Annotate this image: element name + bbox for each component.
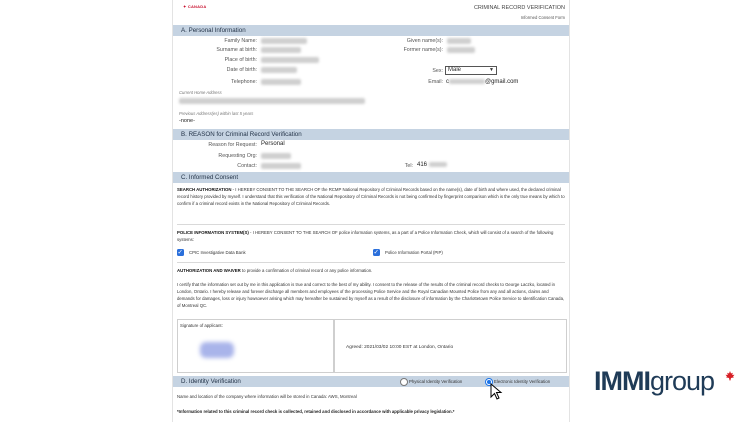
consent-form (172, 0, 570, 422)
sex-selected-value: Male (448, 67, 462, 73)
contact-label: Contact: (237, 163, 257, 169)
current-address-value (179, 98, 365, 104)
reason-value: Personal (261, 141, 285, 147)
given-names-label: Given name(s): (406, 38, 443, 44)
sex-select[interactable] (445, 66, 497, 75)
cpic-checkbox[interactable] (177, 249, 184, 256)
org-logo (183, 4, 206, 9)
authorization-waiver-body: to provide a confirmation of criminal record or any police information. (240, 268, 373, 273)
section-heading: D. Identity Verification (181, 378, 241, 385)
pip-checkbox[interactable] (373, 249, 380, 256)
email-label: Email: (428, 79, 443, 85)
brand-part2: group (650, 366, 715, 396)
email-suffix: @gmail.com (485, 79, 519, 85)
tel-number: 416 (417, 162, 428, 168)
dob-label: Date of birth: (226, 67, 257, 73)
email-redacted (449, 79, 485, 84)
email-prefix: c (446, 79, 449, 85)
pip-label: Police Information Portal (PIP) (385, 250, 443, 255)
former-names-label: Former name(s): (403, 47, 443, 53)
divider (177, 262, 565, 263)
form-subtitle: Informed Consent Form (520, 15, 565, 20)
family-name-value (261, 38, 307, 44)
physical-verification-radio[interactable] (400, 378, 408, 386)
telephone-value (261, 79, 301, 85)
police-systems-text (177, 230, 565, 244)
logo-leaf-icon: ✦ (183, 4, 188, 9)
dob-value (261, 67, 297, 73)
maple-leaf-icon (725, 371, 735, 381)
electronic-verification-label[interactable]: Electronic Identity Verification (494, 379, 551, 384)
authorization-waiver-title: AUTHORIZATION AND WAIVER (177, 268, 241, 273)
authorization-waiver-text (177, 268, 565, 275)
signature-box (177, 319, 335, 373)
current-address-label: Current Home Address (179, 90, 222, 95)
section-personal-info (173, 25, 569, 36)
tel-label: Tel: (404, 163, 413, 169)
family-name-label: Family Name: (224, 38, 257, 44)
brand-part1: IMMI (594, 366, 650, 396)
place-birth-value (261, 57, 319, 63)
police-systems-body: - I HEREBY CONSENT TO THE SEARCH OF police information systems, as a part of a Police Information Check, which will consist of a search of the following systems: (177, 230, 554, 242)
given-names-value (447, 38, 471, 44)
mouse-cursor-icon (490, 383, 504, 401)
section-informed-consent (173, 172, 569, 183)
signature-image (200, 342, 234, 358)
search-authorization-title: SEARCH AUTHORIZATION (177, 187, 232, 192)
chevron-down-icon: ▼ (489, 67, 494, 73)
surname-birth-label: Surname at birth: (216, 47, 257, 53)
requesting-org-value (261, 153, 291, 159)
sex-label: Sex: (432, 68, 443, 74)
requesting-org-label: Requesting Org: (218, 153, 257, 159)
cpic-label: CPIC Investigative Data Bank (189, 250, 246, 255)
certification-text: I certify that the information set out by me in this application is true and correct to the best of my ability. I consent to the release of the results of the criminal record checks to George Laczko, located in London, Ontario. I hereby release and forever discharge all members and employees of the processing Police Service and the Royal Canadian Mounted Police from any and all actions, claims and demands for damages, loss or injury howsoever arising which may hereafter be sustained by myself as a result of the disclosure of information by the Charlottetown Police Service to Identification Canada, of Montreal QC. (177, 282, 565, 308)
email-value (446, 78, 518, 85)
section-heading: B. REASON for Criminal Record Verification (181, 131, 302, 138)
divider (177, 224, 565, 225)
search-authorization-text (177, 187, 565, 208)
surname-birth-value (261, 47, 301, 53)
section-reason (173, 129, 569, 140)
search-authorization-body: - I HEREBY CONSENT TO THE SEARCH OF the RCMP National Repository of Criminal Records based on the name(s), date of birth and where used, the declared criminal record history provided by myself. I understand that this verification of the National Repository of Criminal Records is not being confirmed by fingerprint comparison which is the only true means by which to confirm if a criminal record exists in the National Repository of Criminal Records. (177, 187, 565, 206)
privacy-footer-note: *Information related to this criminal record check is collected, retained and disclosed in accordance with applicable privacy legislation.* (177, 409, 455, 414)
storage-location-text: Name and location of the company where information will be stored in Canada: AWS, Montreal (177, 394, 357, 399)
former-names-value (447, 47, 475, 53)
agreement-box (333, 319, 567, 373)
logo-text: CANADA (187, 4, 207, 9)
previous-address-label: Previous Address(es) within last 5 years (179, 111, 254, 116)
section-heading: C. Informed Consent (181, 174, 239, 181)
contact-value (261, 163, 301, 169)
physical-verification-label[interactable]: Physical Identity Verification (409, 379, 463, 384)
signature-label: Signature of applicant: (180, 323, 223, 328)
reason-label: Reason for Request: (208, 142, 257, 148)
form-title: CRIMINAL RECORD VERIFICATION (473, 5, 565, 11)
telephone-label: Telephone: (231, 79, 257, 85)
agreed-text: Agreed: 2021/03/02 10:00 EST at London, Ontario (346, 345, 454, 350)
section-heading: A. Personal Information (181, 27, 246, 34)
tel-redacted (429, 162, 447, 167)
police-systems-title: POLICE INFORMATION SYSTEM(S) (177, 230, 249, 235)
immigroup-logo (594, 366, 714, 397)
place-birth-label: Place of birth: (224, 57, 257, 63)
previous-address-value: -none- (179, 118, 195, 124)
tel-value (417, 161, 447, 168)
